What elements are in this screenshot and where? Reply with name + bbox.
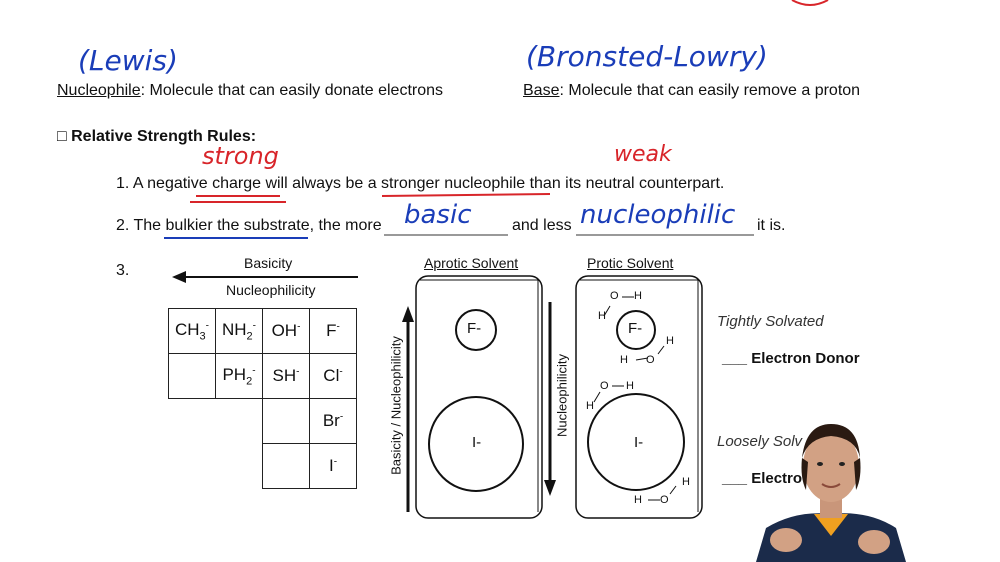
water-3-h: H [626, 380, 634, 392]
electron-donor-2: ___ Electro [722, 470, 803, 487]
protic-small-ion: F- [628, 320, 643, 337]
cell-oh: OH- [263, 309, 310, 354]
cell-cl: Cl- [310, 354, 357, 399]
rule-3: 3. [116, 262, 130, 279]
cell-ch3: $CH_3^-$ [169, 309, 216, 354]
cell-blank [216, 399, 263, 444]
protic-large-ion: I- [634, 434, 644, 451]
rules-heading-text: Relative Strength Rules: [71, 128, 257, 145]
protic-axis-label: Nucleophilicity [554, 353, 570, 438]
rule-2-start: 2. The bulkier the substrate, the more [116, 217, 382, 234]
cell-ph2: $PH_2^-$ [216, 354, 263, 399]
water-2-h2: H [666, 335, 674, 347]
rule-2-end: it is. [757, 217, 786, 234]
aprotic-large-ion: I- [472, 434, 482, 451]
aprotic-small-ion: F- [467, 320, 482, 337]
water-1-h: H [634, 290, 642, 302]
base-text: : Molecule that can easily remove a proton [559, 82, 861, 99]
bulkier-phrase: bulkier the substrate [165, 217, 310, 234]
water-3-o: O [600, 380, 609, 392]
bronsted-annotation: (Bronsted-Lowry) [526, 40, 768, 73]
bulkier-underline [160, 234, 320, 244]
red-mark-decoration [790, 0, 830, 10]
protic-title: Protic Solvent [587, 255, 674, 271]
water-1-o: O [610, 290, 619, 302]
water-2-o: O [646, 354, 655, 366]
rule-2-mid: and less [512, 217, 572, 234]
water-2-h: H [620, 354, 628, 366]
ion-grid [168, 308, 357, 489]
water-4-h2: H [682, 476, 690, 488]
nucleophilic-annotation: nucleophilic [580, 200, 736, 230]
rule1-underlines [130, 192, 730, 212]
strong-annotation: strong [202, 142, 279, 170]
rules-heading [57, 128, 256, 146]
nucleophilicity-label: Nucleophilicity [226, 282, 316, 298]
lewis-annotation: (Lewis) [78, 44, 178, 77]
cell-sh: SH- [263, 354, 310, 399]
cell-blank [169, 444, 216, 489]
cell-empty [169, 354, 216, 399]
base-term: Base [523, 82, 560, 99]
aprotic-title: Aprotic Solvent [424, 255, 519, 271]
nucleophile-text: : Molecule that can easily donate electrons [140, 82, 444, 99]
loosely-solvated-label: Loosely Solv [717, 433, 803, 450]
cell-i: I- [310, 444, 357, 489]
water-4-o: O [660, 494, 669, 506]
nucleophile-term: Nucleophile [57, 82, 141, 99]
checkbox-icon: □ [57, 128, 67, 145]
presenter-video [756, 418, 906, 562]
aprotic-axis-label: Basicity / Nucleophilicity [388, 336, 404, 475]
cell-empty [263, 399, 310, 444]
weak-annotation: weak [614, 142, 672, 167]
electron-donor-1: ___ Electron Donor [722, 350, 860, 367]
water-1-h2: H [598, 310, 606, 322]
water-3-h2: H [586, 400, 594, 412]
water-4-h: H [634, 494, 642, 506]
rule-1: 1. A negative charge will always be a stronger nucleophile than its neutral counterpart. [116, 175, 725, 192]
cell-f: F- [310, 309, 357, 354]
cell-blank [216, 444, 263, 489]
cell-nh2: $NH_2^-$ [216, 309, 263, 354]
tightly-solvated-label: Tightly Solvated [717, 313, 824, 330]
cell-br: Br- [310, 399, 357, 444]
basic-annotation: basic [404, 200, 472, 230]
cell-empty [263, 444, 310, 489]
basicity-label: Basicity [244, 255, 293, 271]
base-definition [523, 82, 860, 100]
nucleophile-definition [57, 82, 443, 100]
cell-blank [169, 399, 216, 444]
blank-lines [384, 232, 764, 238]
